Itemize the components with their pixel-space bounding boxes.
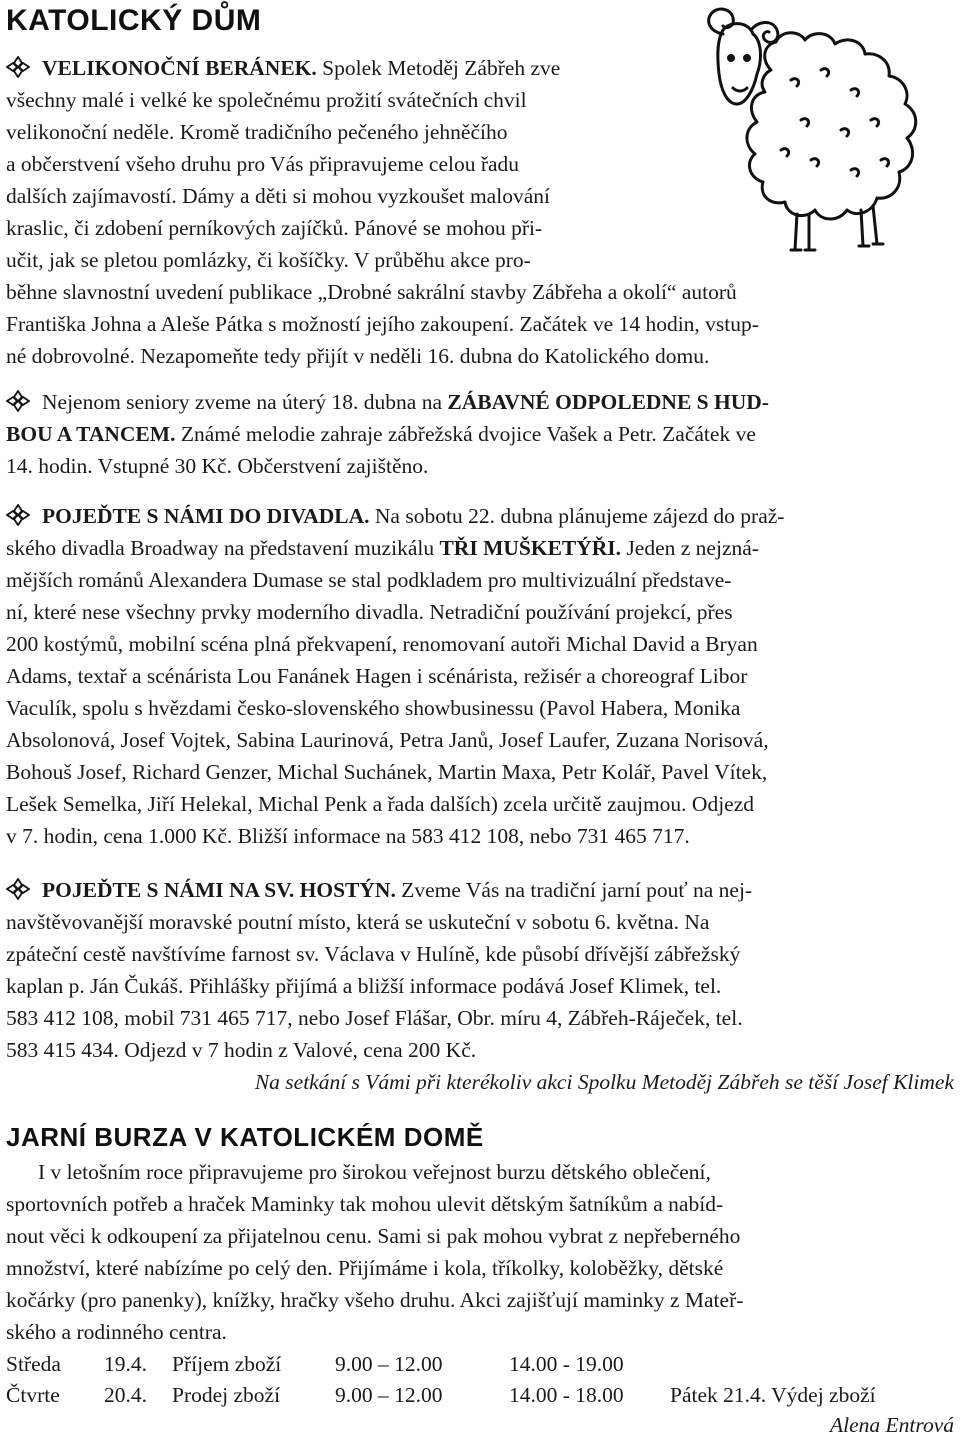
s4-line-3: zpáteční cestě navštívíme farnost sv. Václava v Hulíně, kde působí dřívější zábřežský (6, 942, 741, 966)
schedule-day: Čtvrte (6, 1383, 60, 1407)
s4-line-6: 583 415 434. Odjezd v 7 hodin z Valové, cena 200 Kč. (6, 1038, 477, 1062)
s4-text: Zveme Vás na tradiční jarní pouť na nej- (401, 878, 753, 902)
burza-line-6: ského a rodinného centra. (6, 1320, 227, 1344)
s1-line-10: né dobrovolné. Nezapomeňte tedy přijít v neděli 16. dubna do Katolického domu. (6, 344, 710, 368)
s3-line-3: mějších románů Alexandera Dumase se stal podkladem pro multivizuální představe- (6, 568, 732, 592)
s3-line-5: 200 kostýmů, mobilní scéna plná překvapení, renomovaní autoři Michal David a Bryan (6, 632, 758, 656)
s4-line-1 (6, 875, 752, 905)
s2-line-2 (6, 419, 756, 449)
s2-line-3: 14. hodin. Vstupné 30 Kč. Občerstvení zajištěno. (6, 454, 429, 478)
s1-line-9: Františka Johna a Aleše Pátka s možností jejího zakoupení. Začátek ve 14 hodin, vstup- (6, 312, 759, 336)
diamond-bullet-icon (6, 56, 30, 78)
s3-heading: POJEĎTE S NÁMI DO DIVADLA. (42, 504, 370, 528)
s3-line-4: ní, které nese všechny prvky moderního divadla. Netradiční používání projekcí, přes (6, 600, 733, 624)
burza-line-5: kočárky (pro panenky), knížky, hračky všeho druhu. Akci zajišťují maminky z Mateř- (6, 1288, 744, 1312)
s3-text: ského divadla Broadway na představení muzikálu (6, 536, 435, 560)
s2-event-name: ZÁBAVNÉ ODPOLEDNE S HUD- (447, 390, 769, 414)
s1-text: Spolek Metoděj Zábřeh zve (322, 56, 561, 80)
schedule-what: Prodej zboží (172, 1383, 281, 1407)
s3-line-10: Lešek Semelka, Jiří Helekal, Michal Penk a řada dalších) zcela určitě zaujmou. Odjezd (6, 792, 755, 816)
schedule-date: 19.4. (104, 1352, 147, 1376)
burza-line-2: sportovních potřeb a hraček Maminky tak mohou ulevit dětským šatníkům a nabíd- (6, 1192, 724, 1216)
s1-line-1 (6, 53, 560, 83)
s2-event-name-cont: BOU A TANCEM. (6, 422, 176, 446)
burza-line-4: množství, které nabízíme po celý den. Přijímáme i kola, tříkolky, koloběžky, dětské (6, 1256, 724, 1280)
s3-line-1 (6, 501, 784, 531)
s2-line-1 (6, 387, 769, 417)
s1-line-2: všechny malé i velké ke společnému prožití svátečních chvil (6, 88, 527, 112)
s4-line-2: navštěvovanější moravské poutní místo, která se uskuteční v sobotu 6. května. Na (6, 910, 710, 934)
schedule-time-2: 14.00 - 18.00 (509, 1383, 624, 1407)
schedule-extra: Pátek 21.4. Výdej zboží (670, 1383, 876, 1407)
s4-line-4: kaplan p. Ján Čukáš. Přihlášky přijímá a bližší informace podává Josef Klimek, tel. (6, 974, 722, 998)
s1-line-4: a občerstvení všeho druhu pro Vás připravujeme celou řadu (6, 152, 520, 176)
s1-line-5: dalších zajímavostí. Dámy a děti si mohou vyzkoušet malování (6, 184, 550, 208)
s3-line-7: Vaculík, spolu s hvězdami česko-slovenského showbusinessu (Pavol Habera, Monika (6, 696, 741, 720)
s1-heading: VELIKONOČNÍ BERÁNEK. (42, 56, 317, 80)
schedule-day: Středa (6, 1352, 61, 1376)
schedule-time-1: 9.00 – 12.00 (335, 1383, 443, 1407)
s3-musical-title: TŘI MUŠKETÝŘI. (439, 536, 622, 560)
s4-signature: Na setkání s Vámi při kterékoliv akci Spolku Metoděj Zábřeh se těší Josef Klimek (254, 1070, 954, 1094)
diamond-bullet-icon (6, 878, 30, 900)
diamond-bullet-icon (6, 504, 30, 526)
s3-text: Jeden z nejzná- (626, 536, 759, 560)
burza-line-3: nout věci k odkoupení za přijatelnou cenu. Sami si pak mohou vybrat z nepřeberného (6, 1224, 741, 1248)
schedule-what: Příjem zboží (172, 1352, 282, 1376)
s1-line-6: kraslic, či zdobení perníkových zajíčků. Pánové se mohou při- (6, 216, 543, 240)
page-title: KATOLICKÝ DŮM (6, 4, 262, 37)
burza-line-1: I v letošním roce připravujeme pro širokou veřejnost burzu dětského oblečení, (38, 1160, 711, 1184)
s1-line-8: běhne slavnostní uvedení publikace „Drobné sakrální stavby Zábřeha a okolí“ autorů (6, 280, 737, 304)
s3-text: Na sobotu 22. dubna plánujeme zájezd do praž- (374, 504, 785, 528)
s3-line-11: v 7. hodin, cena 1.000 Kč. Bližší informace na 583 412 108, nebo 731 465 717. (6, 824, 690, 848)
burza-signature: Alena Entrová (830, 1413, 954, 1437)
s3-line-2 (6, 533, 759, 563)
s1-line-7: učit, jak se pletou pomlázky, či košíčky. V průběhu akce pro- (6, 248, 531, 272)
schedule-time-2: 14.00 - 19.00 (509, 1352, 624, 1376)
s4-heading: POJEĎTE S NÁMI NA SV. HOSTÝN. (42, 878, 396, 902)
s2-text: Známé melodie zahraje zábřežská dvojice Vašek a Petr. Začátek ve (180, 422, 756, 446)
s3-line-6: Adams, textař a scénárista Lou Fanánek Hagen i scénárista, režisér a choreograf Libor (6, 664, 748, 688)
s1-line-3: velikonoční neděle. Kromě tradičního pečeného jehněčího (6, 120, 508, 144)
diamond-bullet-icon (6, 390, 30, 412)
s3-line-9: Bohouš Josef, Richard Genzer, Michal Suchánek, Martin Maxa, Petr Kolář, Pavel Vítek, (6, 760, 768, 784)
schedule-time-1: 9.00 – 12.00 (335, 1352, 443, 1376)
sheep-illustration (701, 0, 960, 262)
burza-title: JARNÍ BURZA V KATOLICKÉM DOMĚ (6, 1122, 484, 1152)
schedule-date: 20.4. (104, 1383, 147, 1407)
s3-line-8: Absolonová, Josef Vojtek, Sabina Laurinová, Petra Janů, Josef Laufer, Zuzana Norisová, (6, 728, 769, 752)
s4-line-5: 583 412 108, mobil 731 465 717, nebo Josef Flášar, Obr. míru 4, Zábřeh-Ráječek, tel. (6, 1006, 743, 1030)
s2-text: Nejenom seniory zveme na úterý 18. dubna na (42, 390, 443, 414)
